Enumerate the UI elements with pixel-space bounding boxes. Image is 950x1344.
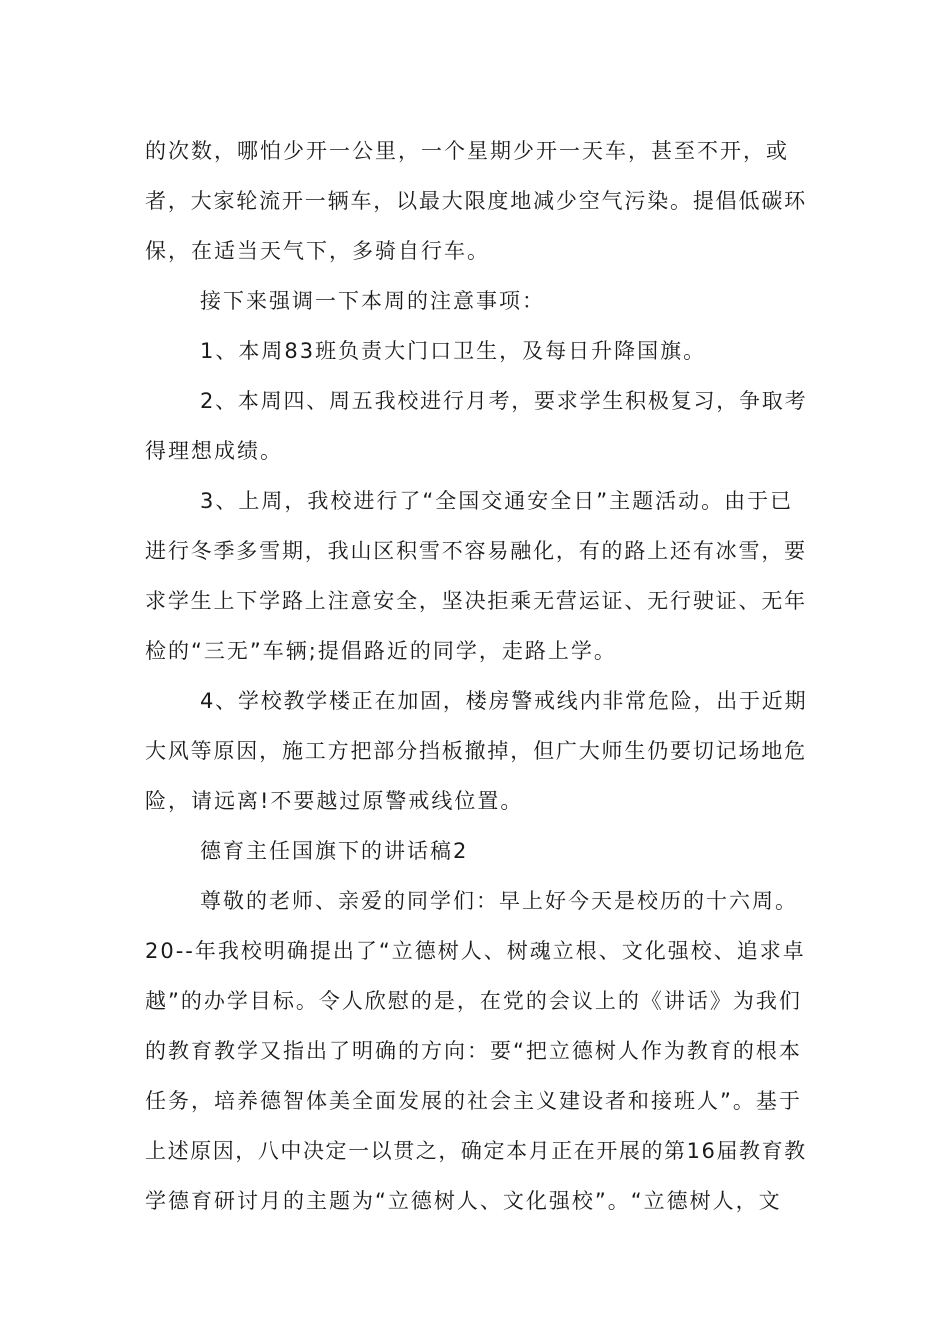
list-item: 4、学校教学楼正在加固，楼房警戒线内非常危险，出于近期	[200, 689, 807, 713]
text-line: 学德育研讨月的主题为“立德树人、文化强校”。“立德树人，文	[145, 1189, 782, 1213]
text-line: 上述原因，八中决定一以贯之，确定本月正在开展的第16届教育教	[145, 1139, 807, 1163]
text-line: 大风等原因，施工方把部分挡板撤掉，但广大师生仍要切记场地危	[145, 739, 807, 763]
text-line: 的次数，哪怕少开一公里，一个星期少开一天车，甚至不开，或	[145, 139, 789, 163]
text-line: 20--年我校明确提出了“立德树人、树魂立根、文化强校、追求卓	[145, 939, 806, 963]
text-line: 险，请远离!不要越过原警戒线位置。	[145, 789, 524, 813]
text-line: 尊敬的老师、亲爱的同学们：早上好今天是校历的十六周。	[200, 889, 798, 913]
text-line: 进行冬季多雪期，我山区积雪不容易融化，有的路上还有冰雪，要	[145, 539, 807, 563]
list-item: 1、本周83班负责大门口卫生，及每日升降国旗。	[200, 339, 707, 363]
text-line: 保，在适当天气下，多骑自行车。	[145, 239, 490, 263]
text-line: 求学生上下学路上注意安全，坚决拒乘无营运证、无行驶证、无年	[145, 589, 807, 613]
section-intro: 接下来强调一下本周的注意事项：	[200, 289, 545, 313]
text-line: 的教育教学又指出了明确的方向：要“把立德树人作为教育的根本	[145, 1039, 802, 1063]
list-item: 3、上周，我校进行了“全国交通安全日”主题活动。由于已	[200, 489, 794, 513]
list-item: 2、本周四、周五我校进行月考，要求学生积极复习，争取考	[200, 389, 807, 413]
text-line: 得理想成绩。	[145, 439, 283, 463]
text-line: 任务，培养德智体美全面发展的社会主义建设者和接班人”。基于	[145, 1089, 802, 1113]
text-line: 者，大家轮流开一辆车，以最大限度地减少空气污染。提倡低碳环	[145, 189, 807, 213]
section-title: 德育主任国旗下的讲话稿2	[200, 839, 469, 863]
text-line: 检的“三无”车辆;提倡路近的同学，走路上学。	[145, 639, 617, 663]
document-body	[145, 0, 807, 1344]
text-line: 越”的办学目标。令人欣慰的是，在党的会议上的《讲话》为我们	[145, 989, 802, 1013]
